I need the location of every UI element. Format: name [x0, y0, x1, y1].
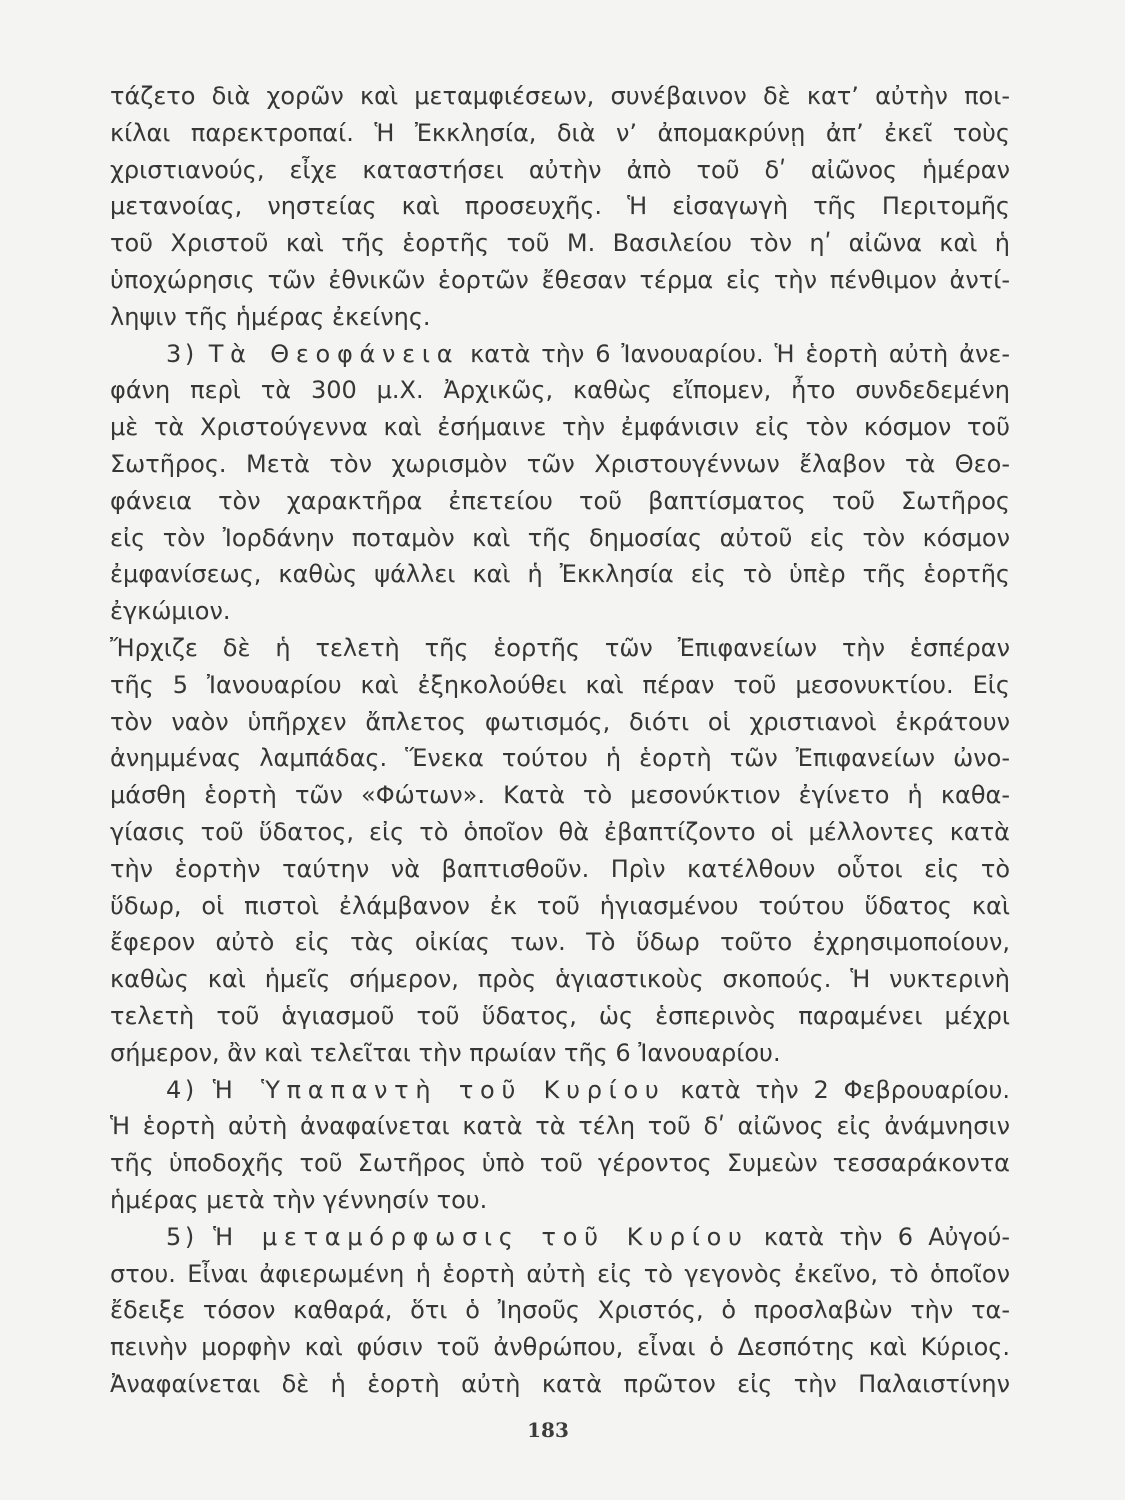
- line-text: ὑποχώρησις τῶν ἐθνικῶν ἑορτῶν ἔθεσαν τέρμα εἰς τὴν πένθιμον ἀντί-: [110, 265, 1010, 294]
- line-text: γίασις τοῦ ὕδατος, εἰς τὸ ὁποῖον θὰ ἐβαπτίζοντο οἱ μέλλοντες κατὰ: [110, 817, 1010, 846]
- heading-text: κατὰ τὴν 2 Φεβρουαρίου.: [680, 1075, 1010, 1104]
- text-line: [110, 1292, 1010, 1329]
- heading-line: [110, 336, 1010, 373]
- paragraph: [110, 630, 1010, 1072]
- heading-line: [110, 1219, 1010, 1256]
- text-line: [110, 593, 1010, 630]
- paragraph: [110, 78, 1010, 336]
- feast-title: Τὰ Θεοφάνεια: [208, 339, 460, 368]
- line-text: ἐμφανίσεως, καθὼς ψάλλει καὶ ἡ Ἐκκλησία εἰς τὸ ὑπὲρ τῆς ἑορτῆς: [110, 560, 1010, 589]
- line-text: πεινὴν μορφὴν καὶ φύσιν τοῦ ἀνθρώπου, εἶναι ὁ Δεσπότης καὶ Κύριος.: [110, 1333, 1010, 1362]
- text-line: [110, 851, 1010, 888]
- heading-text: κατὰ τὴν 6 Ἰανουαρίου. Ἡ ἑορτὴ αὐτὴ ἀνε-: [470, 339, 1010, 368]
- text-line: [110, 372, 1010, 409]
- line-text: τὴν ἑορτὴν ταύτην νὰ βαπτισθοῦν. Πρὶν κατέλθουν οὗτοι εἰς τὸ: [110, 854, 1010, 883]
- line-text: ἐγκώμιον.: [110, 597, 231, 626]
- line-text: σήμερον, ἂν καὶ τελεῖται τὴν πρωίαν τῆς 6 Ἰανουαρίου.: [110, 1038, 781, 1067]
- line-text: ἡμέρας μετὰ τὴν γέννησίν του.: [110, 1185, 488, 1214]
- line-text: Σωτῆρος. Μετὰ τὸν χωρισμὸν τῶν Χριστουγέννων ἔλαβον τὰ Θεο-: [110, 449, 1010, 478]
- line-text: τῆς ὑποδοχῆς τοῦ Σωτῆρος ὑπὸ τοῦ γέροντος Συμεὼν τεσσαράκοντα: [110, 1149, 1010, 1178]
- item-number: 4): [166, 1075, 198, 1104]
- line-text: τοῦ Χριστοῦ καὶ τῆς ἑορτῆς τοῦ Μ. Βασιλείου τὸν ηʹ αἰῶνα καὶ ἡ: [110, 229, 1010, 258]
- feast-title: Ἡ μεταμόρφωσις τοῦ Κυρίου: [213, 1222, 749, 1251]
- text-line: [110, 998, 1010, 1035]
- heading-text: κατὰ τὴν 6 Αὐγού-: [763, 1222, 1011, 1251]
- paragraph: [110, 1072, 1010, 1219]
- text-line: [110, 1145, 1010, 1182]
- line-text: τάζετο διὰ χορῶν καὶ μεταμφιέσεων, συνέβαινον δὲ κατ’ αὐτὴν ποι-: [110, 82, 1010, 110]
- text-line: [110, 520, 1010, 557]
- line-text: φάνεια τὸν χαρακτῆρα ἐπετείου τοῦ βαπτίσματος τοῦ Σωτῆρος: [110, 486, 1010, 515]
- text-line: [110, 777, 1010, 814]
- text-line: [110, 1108, 1010, 1145]
- line-text: κίλαι παρεκτροπαί. Ἡ Ἐκκλησία, διὰ ν’ ἀπομακρύνῃ ἀπ’ ἐκεῖ τοὺς: [110, 118, 1010, 147]
- text-line: [110, 299, 1010, 336]
- line-text: μάσθη ἑορτὴ τῶν «Φώτων». Κατὰ τὸ μεσονύκτιον ἐγίνετο ἡ καθα-: [110, 781, 1010, 810]
- line-text: ἔδειξε τόσον καθαρά, ὅτι ὁ Ἰησοῦς Χριστός, ὁ προσλαβὼν τὴν τα-: [110, 1296, 1010, 1325]
- item-number: 5): [166, 1222, 198, 1251]
- text-line: [110, 556, 1010, 593]
- line-content: [166, 340, 1010, 368]
- line-text: μετανοίας, νηστείας καὶ προσευχῆς. Ἡ εἰσαγωγὴ τῆς Περιτομῆς: [110, 192, 1010, 221]
- text-line: [110, 225, 1010, 262]
- text-line: [110, 814, 1010, 851]
- line-text: ληψιν τῆς ἡμέρας ἐκείνης.: [110, 302, 431, 331]
- line-text: τελετὴ τοῦ ἁγιασμοῦ τοῦ ὕδατος, ὡς ἑσπερινὸς παραμένει μέχρι: [110, 1001, 1010, 1030]
- line-text: χριστιανούς, εἶχε καταστήσει αὐτὴν ἀπὸ τοῦ δʹ αἰῶνος ἡμέραν: [110, 155, 1010, 184]
- body-text: [110, 78, 1010, 1403]
- line-text: ἔφερον αὐτὸ εἰς τὰς οἰκίας των. Τὸ ὕδωρ τοῦτο ἐχρησιμοποίουν,: [110, 928, 1010, 957]
- text-line: [110, 1035, 1010, 1072]
- line-text: ὕδωρ, οἱ πιστοὶ ἐλάμβανον ἐκ τοῦ ἡγιασμένου τούτου ὕδατος καὶ: [110, 891, 1010, 920]
- text-line: [110, 188, 1010, 225]
- line-text: φάνη περὶ τὰ 300 μ.Χ. Ἀρχικῶς, καθὼς εἴπομεν, ἦτο συνδεδεμένη: [110, 376, 1010, 405]
- line-text: καθὼς καὶ ἡμεῖς σήμερον, πρὸς ἁγιαστικοὺς σκοπούς. Ἡ νυκτερινὴ: [110, 965, 1010, 994]
- page-number: 183: [527, 1418, 569, 1442]
- line-text: εἰς τὸν Ἰορδάνην ποταμὸν καὶ τῆς δημοσίας αὐτοῦ εἰς τὸν κόσμον: [110, 523, 1010, 552]
- text-line: [110, 961, 1010, 998]
- text-line: [110, 1256, 1010, 1293]
- text-line: [110, 704, 1010, 741]
- text-line: [110, 152, 1010, 189]
- text-line: [110, 1182, 1010, 1219]
- paragraph: [110, 336, 1010, 630]
- line-content: [166, 1076, 1010, 1104]
- line-text: ἀνημμένας λαμπάδας. Ἕνεκα τούτου ἡ ἑορτὴ τῶν Ἐπιφανείων ὠνο-: [110, 744, 1010, 773]
- text-line: [110, 78, 1010, 115]
- line-text: Ἀναφαίνεται δὲ ἡ ἑορτὴ αὐτὴ κατὰ πρῶτον εἰς τὴν Παλαιστίνην: [110, 1369, 1010, 1398]
- item-number: 3): [166, 339, 198, 368]
- text-line: [110, 888, 1010, 925]
- text-line: [110, 409, 1010, 446]
- text-line: [110, 483, 1010, 520]
- text-line: [110, 924, 1010, 961]
- text-line: [110, 630, 1010, 667]
- line-text: τὸν ναὸν ὑπῆρχεν ἄπλετος φωτισμός, διότι οἱ χριστιανοὶ ἐκράτουν: [110, 707, 1010, 736]
- line-text: μὲ τὰ Χριστούγεννα καὶ ἐσήμαινε τὴν ἐμφάνισιν εἰς τὸν κόσμον τοῦ: [110, 413, 1010, 442]
- text-line: [110, 740, 1010, 777]
- line-text: τῆς 5 Ἰανουαρίου καὶ ἐξηκολούθει καὶ πέραν τοῦ μεσονυκτίου. Εἰς: [110, 670, 1010, 699]
- text-line: [110, 1329, 1010, 1366]
- heading-line: [110, 1072, 1010, 1109]
- line-text: Ἤρχιζε δὲ ἡ τελετὴ τῆς ἑορτῆς τῶν Ἐπιφανείων τὴν ἑσπέραν: [110, 633, 1010, 662]
- feast-title: Ἡ Ὑπαπαντὴ τοῦ Κυρίου: [212, 1075, 666, 1104]
- line-text: Ἡ ἑορτὴ αὐτὴ ἀναφαίνεται κατὰ τὰ τέλη τοῦ δʹ αἰῶνος εἰς ἀνάμνησιν: [110, 1112, 1010, 1141]
- line-text: στου. Εἶναι ἀφιερωμένη ἡ ἑορτὴ αὐτὴ εἰς τὸ γεγονὸς ἐκεῖνο, τὸ ὁποῖον: [110, 1259, 1010, 1288]
- text-line: [110, 262, 1010, 299]
- text-line: [110, 1366, 1010, 1403]
- text-line: [110, 446, 1010, 483]
- paragraph: [110, 1219, 1010, 1403]
- line-content: [166, 1223, 1010, 1251]
- text-line: [110, 115, 1010, 152]
- text-line: [110, 667, 1010, 704]
